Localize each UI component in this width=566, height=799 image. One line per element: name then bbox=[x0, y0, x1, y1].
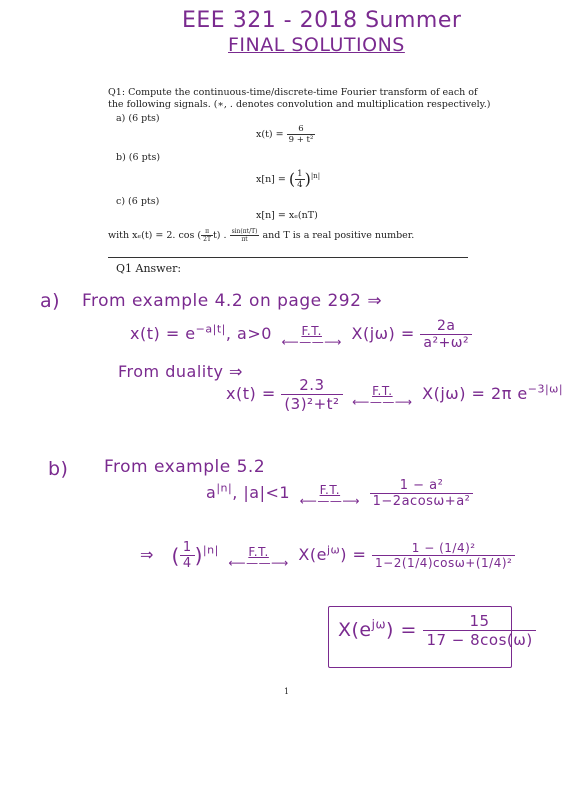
b-pair-exp: |n| bbox=[216, 481, 233, 495]
page-title: EEE 321 - 2018 Summer bbox=[182, 8, 462, 33]
a-pair-fraction bbox=[420, 318, 472, 351]
b-sub-arrow: ⇒ bbox=[140, 545, 154, 564]
a-dual-rhs: X(jω) = 2π e bbox=[422, 384, 528, 403]
def-sinc-num: sin(πt/T) bbox=[231, 228, 258, 235]
b-sub-den: 1−2(1/4)cosω+(1/4)² bbox=[375, 556, 513, 570]
result-den: 17 − 8cos(ω) bbox=[426, 631, 533, 649]
answer-b-line1: From example 5.2 bbox=[104, 457, 266, 477]
answer-b-label: b) bbox=[48, 458, 69, 480]
a-ft-arrow: F.T. ⟵——⟶ bbox=[281, 323, 342, 349]
part-a-lhs: x(t) = bbox=[256, 129, 284, 140]
b-pair-den: 1−2acosω+a² bbox=[372, 494, 471, 509]
a-pair-num: 2a bbox=[420, 318, 472, 335]
page-number: 1 bbox=[284, 687, 290, 696]
result-lhs: X(e bbox=[338, 619, 372, 641]
part-a-equation bbox=[256, 124, 315, 145]
def-arg-den: 2T bbox=[203, 236, 211, 243]
b-sub-ft-arrow: F.T. ⟵——⟶ bbox=[228, 544, 289, 570]
b-pair-fraction bbox=[370, 478, 474, 509]
b-pair-num: 1 − a² bbox=[370, 478, 474, 494]
def-sinc-den: πt bbox=[241, 236, 248, 243]
part-b-den: 4 bbox=[297, 180, 303, 190]
b-sub-ft-label: F.T. bbox=[248, 544, 269, 559]
a-dual-arrow: F.T. ⟵——⟶ bbox=[352, 383, 413, 409]
a-pair-exp: −a|t| bbox=[195, 322, 226, 336]
a-dual-lhs: x(t) = bbox=[226, 384, 276, 403]
b-sub-lhs-num: 1 bbox=[180, 540, 195, 556]
part-a-fraction bbox=[287, 124, 316, 145]
result-close: ) = bbox=[386, 619, 417, 641]
b-sub-rhs-close: ) = bbox=[340, 545, 367, 564]
result-fraction bbox=[423, 612, 535, 649]
part-b-label: b) (6 pts) bbox=[116, 152, 161, 163]
part-c-equation: x[n] = xₑ(nT) bbox=[256, 210, 318, 221]
b-ft-label: F.T. bbox=[319, 482, 341, 497]
answer-a-dual bbox=[226, 376, 563, 413]
final-result bbox=[338, 612, 536, 649]
answer-divider bbox=[108, 257, 468, 258]
b-sub-rhs-exp: jω bbox=[326, 543, 341, 557]
a-dual-fraction bbox=[281, 376, 342, 413]
answer-b-pair bbox=[206, 478, 473, 509]
a-dual-num: 2.3 bbox=[281, 376, 342, 395]
def-pre: with xₑ(t) = 2. cos ( bbox=[108, 230, 202, 241]
b-sub-fraction bbox=[372, 541, 515, 570]
b-sub-num: 1 − (1/4)² bbox=[372, 541, 515, 556]
b-pair-cond: , |a|<1 bbox=[232, 483, 291, 502]
a-pair-den: a²+ω² bbox=[423, 335, 470, 351]
a-dual-exp: −3|ω| bbox=[527, 382, 564, 396]
result-num: 15 bbox=[423, 612, 535, 631]
a-pair-lhs: x(t) = e bbox=[130, 324, 196, 343]
page-subtitle: FINAL SOLUTIONS bbox=[228, 34, 405, 56]
def-arg-num: π bbox=[201, 228, 213, 236]
part-b-lhs: x[n] = bbox=[256, 174, 286, 185]
answer-a-line3: From duality ⇒ bbox=[118, 362, 243, 381]
def-mid: t) . bbox=[212, 230, 227, 241]
def-sinc-fraction bbox=[230, 228, 260, 243]
part-c-definition bbox=[108, 228, 414, 243]
a-ft-label: F.T. bbox=[301, 323, 322, 338]
a-dual-den: (3)²+t² bbox=[284, 395, 340, 413]
a-pair-cond: , a>0 bbox=[225, 324, 272, 343]
b-pair-lhs: a bbox=[206, 483, 217, 502]
part-a-label: a) (6 pts) bbox=[116, 113, 160, 124]
part-b-num: 1 bbox=[297, 169, 303, 179]
b-sub-rhs: X(e bbox=[298, 545, 327, 564]
answer-a-label: a) bbox=[40, 290, 61, 312]
question-text-line2: the following signals. (∗, . denotes convolution and multiplication respectively.) bbox=[108, 99, 491, 110]
a-pair-rhs: X(jω) = bbox=[351, 324, 415, 343]
part-b-exp: |n| bbox=[310, 171, 321, 180]
def-arg-fraction bbox=[201, 228, 213, 243]
a-dual-ft-label: F.T. bbox=[372, 383, 393, 398]
part-a-num: 6 bbox=[287, 124, 316, 135]
question-text-line1 bbox=[108, 87, 478, 99]
b-ft-arrow: F.T. ⟵——⟶ bbox=[299, 482, 361, 508]
def-post: and T is a real positive number. bbox=[262, 230, 415, 241]
b-sub-lhs-fraction bbox=[180, 540, 195, 571]
part-a-den: 9 + t² bbox=[288, 135, 314, 145]
answer-a-line1: From example 4.2 on page 292 ⇒ bbox=[82, 291, 383, 311]
answer-heading: Q1 Answer: bbox=[116, 262, 182, 275]
part-b-fraction bbox=[295, 169, 304, 190]
b-sub-lhs-den: 4 bbox=[182, 556, 192, 571]
question-label: Q1: bbox=[108, 87, 126, 98]
part-b-equation: x[n] = ( $\frac{1}{4}$ )$^{|n|}$ bbox=[256, 169, 321, 190]
part-c-label: c) (6 pts) bbox=[116, 196, 160, 207]
b-sub-exp: |n| bbox=[202, 543, 219, 557]
result-exp: jω bbox=[371, 617, 387, 632]
answer-b-substitution: ⇒ ( $\frac{1}{4}$ )$^{|n|}$ F.T. ⟵——⟶ $X(e^{j\omega})$ = $\frac{\text{1 − (1/4)²}}{\text{1−2(1/4)cosω+(1/4)²}}$ bbox=[140, 540, 515, 571]
answer-a-pair bbox=[130, 318, 472, 351]
question-intro: Compute the continuous-time/discrete-time Fourier transform of each of bbox=[128, 87, 478, 98]
